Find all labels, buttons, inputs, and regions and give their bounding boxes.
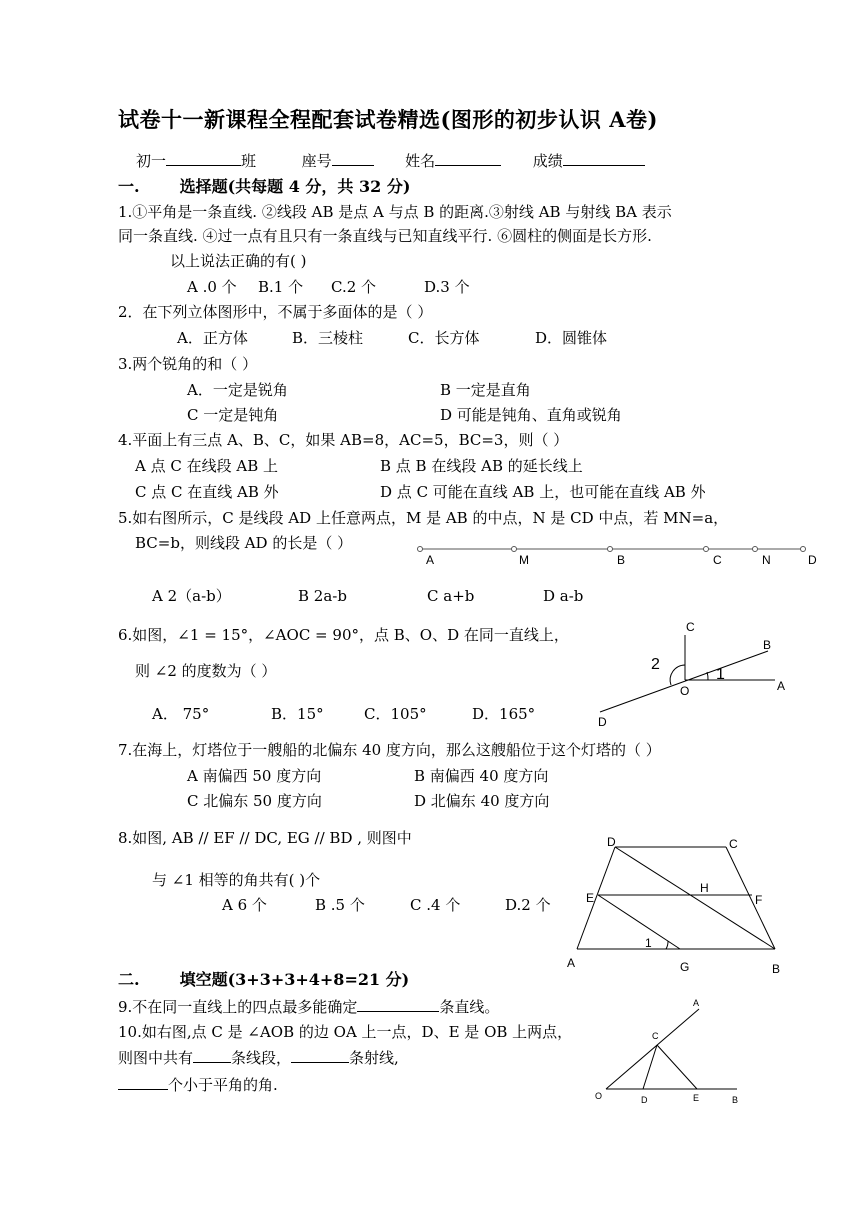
q2-option-c[interactable]: C．长方体 [408, 329, 480, 347]
q5-label-n: N [762, 553, 771, 567]
q8-label-d: D [607, 835, 616, 849]
q7-option-b[interactable]: B 南偏西 40 度方向 [414, 767, 549, 785]
q8-label-g: G [680, 960, 690, 974]
q1-option-d[interactable]: D.3 个 [424, 278, 470, 296]
q6-angle-figure [600, 635, 775, 712]
q5-point-n [753, 547, 758, 552]
section1-number: 一. [118, 177, 140, 196]
q6-line1: 6.如图，∠1 = 15°，∠AOC = 90°，点 B、O、D 在同一直线上， [118, 626, 569, 644]
q10-ray-oa [606, 1009, 699, 1089]
q5-option-b[interactable]: B 2a-b [298, 587, 347, 605]
q10-label-a: A [693, 998, 700, 1008]
q5-point-d [801, 547, 806, 552]
q8-label-h: H [700, 881, 709, 895]
q5-line2: BC=b，则线段 AD 的长是（ ） [135, 534, 353, 552]
q7-option-a[interactable]: A 南偏西 50 度方向 [187, 767, 322, 785]
q10-text-b: 条线段， [231, 1049, 292, 1067]
q2-option-b[interactable]: B．三棱柱 [292, 329, 364, 347]
q10-line1: 10.如右图,点 C 是 ∠AOB 的边 OA 上一点，D、E 是 OB 上两点， [118, 1023, 573, 1041]
q8-label-f: F [755, 893, 763, 907]
q6-option-a[interactable]: A． 75° [152, 705, 210, 723]
q7-option-c[interactable]: C 北偏东 50 度方向 [187, 792, 322, 810]
q2-option-a[interactable]: A．正方体 [177, 329, 248, 347]
q8-angle1-arc [666, 941, 668, 949]
section1-title: 选择题(共每题 4 分，共 32 分) [179, 177, 411, 196]
q5-point-b [608, 547, 613, 552]
q6-label-a: A [777, 679, 786, 693]
q3-option-b[interactable]: B 一定是直角 [440, 381, 531, 399]
q1-line3: 以上说法正确的有( ) [170, 252, 307, 270]
q6-option-b[interactable]: B．15° [271, 705, 324, 723]
q2-option-d[interactable]: D．圆锥体 [535, 329, 608, 347]
q4-option-c[interactable]: C 点 C 在直线 AB 外 [135, 483, 279, 501]
q5-segment-figure [418, 547, 806, 552]
q1-option-c[interactable]: C.2 个 [331, 278, 377, 296]
q4-option-d[interactable]: D 点 C 可能在直线 AB 上，也可能在直线 AB 外 [380, 483, 706, 501]
score-label: 成绩 [532, 152, 563, 170]
q8-line1: 8.如图, AB // EF // DC, EG // BD , 则图中 [118, 829, 412, 847]
q8-option-c[interactable]: C .4 个 [410, 896, 461, 914]
q10-label-b: B [732, 1095, 739, 1105]
q8-line2: 与 ∠1 相等的角共有( )个 [152, 871, 321, 889]
q5-label-a: A [426, 553, 435, 567]
q1-option-b[interactable]: B.1 个 [258, 278, 304, 296]
q8-label-b: B [772, 962, 781, 976]
q3-option-d[interactable]: D 可能是钝角、直角或锐角 [440, 406, 622, 424]
q5-option-c[interactable]: C a+b [427, 587, 475, 605]
q5-label-m: M [519, 553, 529, 567]
q6-label-2: 2 [651, 656, 660, 673]
q8-option-b[interactable]: B .5 个 [315, 896, 365, 914]
q9-stem: 9.不在同一直线上的四点最多能确定 [118, 998, 358, 1016]
q5-label-b: B [617, 553, 626, 567]
section2-title: 填空题(3+3+3+4+8=21 分) [179, 970, 410, 989]
page-title: 试卷十一新课程全程配套试卷精选(图形的初步认识 A卷) [118, 107, 658, 132]
q4-option-a[interactable]: A 点 C 在线段 AB 上 [135, 457, 279, 475]
q10-label-d: D [641, 1095, 648, 1105]
q5-label-d: D [808, 553, 817, 567]
q1-line1: 1.①平角是一条直线. ②线段 AB 是点 A 与点 B 的距离.③射线 AB 与射线 BA 表示 [118, 203, 672, 221]
q10-label-o: O [595, 1091, 603, 1101]
q10-angle-figure [606, 1009, 737, 1089]
q10-label-e: E [693, 1093, 700, 1103]
grade-label: 初一 [136, 152, 167, 170]
q3-option-a[interactable]: A．一定是锐角 [187, 381, 288, 399]
seat-label: 座号 [301, 152, 332, 170]
q10-label-c: C [652, 1031, 659, 1041]
q8-option-a[interactable]: A 6 个 [222, 896, 267, 914]
q6-label-1: 1 [716, 666, 725, 683]
q6-label-d: D [598, 715, 607, 729]
q5-option-d[interactable]: D a-b [543, 587, 584, 605]
q6-option-c[interactable]: C．105° [364, 705, 427, 723]
q6-option-d[interactable]: D．165° [472, 705, 536, 723]
q8-option-d[interactable]: D.2 个 [505, 896, 551, 914]
q5-point-c [704, 547, 709, 552]
name-label: 姓名 [405, 152, 436, 170]
q7-option-d[interactable]: D 北偏东 40 度方向 [414, 792, 550, 810]
section2-number: 二. [118, 970, 140, 989]
q1-line2: 同一条直线. ④过一点有且只有一条直线与已知直线平行. ⑥圆柱的侧面是长方形. [118, 227, 652, 245]
q4-stem: 4.平面上有三点 A、B、C，如果 AB=8，AC=5，BC=3，则（ ） [118, 431, 569, 449]
q7-stem: 7.在海上，灯塔位于一艘船的北偏东 40 度方向，那么这艘船位于这个灯塔的（ ） [118, 741, 661, 759]
q10-segment-ce [657, 1045, 697, 1089]
q8-label-c: C [729, 837, 738, 851]
q8-trapezoid-figure [577, 847, 775, 949]
q8-label-e: E [586, 891, 595, 905]
q5-option-a[interactable]: A 2（a-b） [152, 587, 231, 605]
q5-line1: 5.如右图所示，C 是线段 AD 上任意两点，M 是 AB 的中点，N 是 CD 中点，若 MN=a， [118, 509, 729, 527]
q9-tail: 条直线。 [439, 998, 500, 1016]
q4-option-b[interactable]: B 点 B 在线段 AB 的延长线上 [380, 457, 583, 475]
q10-text-a: 则图中共有 [118, 1049, 194, 1067]
q8-label-a: A [567, 956, 576, 970]
q8-side-ad [577, 847, 615, 949]
q6-label-c: C [686, 620, 695, 634]
q10-text-d: 个小于平角的角. [168, 1076, 278, 1094]
q8-label-1: 1 [645, 936, 652, 950]
q3-option-c[interactable]: C 一定是钝角 [187, 406, 279, 424]
q10-text-c: 条射线, [349, 1049, 399, 1067]
class-label: 班 [241, 152, 257, 170]
q6-label-b: B [763, 638, 772, 652]
q8-line-eg [598, 895, 680, 949]
q5-point-m [512, 547, 517, 552]
q6-line-bd [600, 651, 768, 712]
q5-label-c: C [713, 553, 722, 567]
q3-stem: 3.两个锐角的和（ ） [118, 355, 258, 373]
q1-option-a[interactable]: A .0 个 [187, 278, 237, 296]
q5-point-a [418, 547, 423, 552]
q2-stem: 2．在下列立体图形中，不属于多面体的是（ ） [118, 303, 433, 321]
q6-line2: 则 ∠2 的度数为（ ） [135, 662, 277, 680]
q6-label-o: O [680, 684, 690, 698]
